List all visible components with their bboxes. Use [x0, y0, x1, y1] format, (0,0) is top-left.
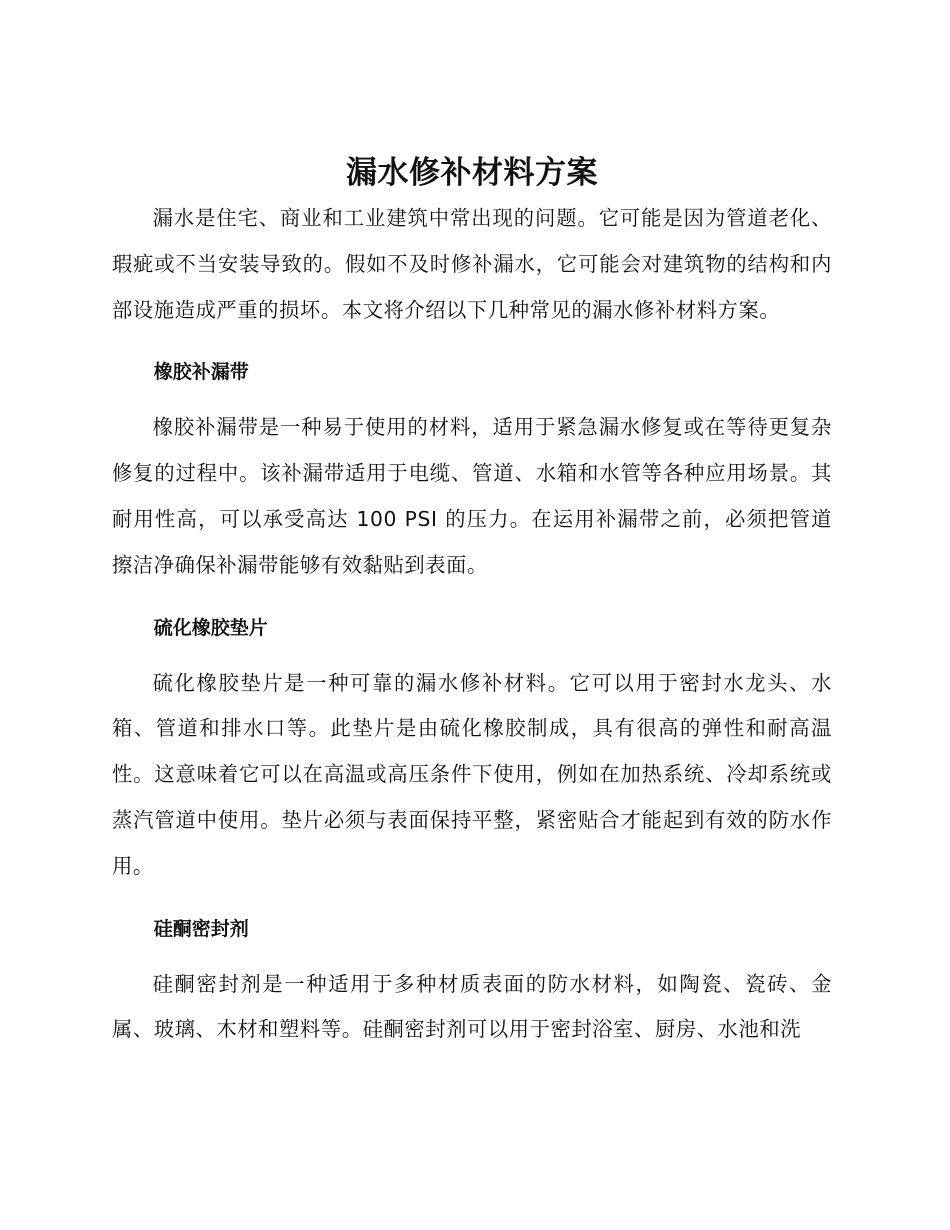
section-body-vulcanized-gasket: 硫化橡胶垫片是一种可靠的漏水修补材料。它可以用于密封水龙头、水箱、管道和排水口等。此垫片是由硫化橡胶制成，具有很高的弹性和耐高温性。这意味着它可以在高温或高压条件下使用，例如在加热系统、冷却系统或蒸汽管道中使用。垫片必须与表面保持平整，紧密贴合才能起到有效的防水作用。 — [112, 670, 832, 878]
section-heading-rubber-tape: 橡胶补漏带 — [153, 361, 249, 384]
spacer — [112, 641, 832, 661]
document-title: 漏水修补材料方案 — [346, 155, 598, 191]
document-page — [112, 150, 832, 1053]
spacer — [112, 333, 832, 359]
spacer — [112, 589, 832, 615]
intro-paragraph: 漏水是住宅、商业和工业建筑中常出现的问题。它可能是因为管道老化、瑕疵或不当安装导致的。假如不及时修补漏水，它可能会对建筑物的结构和内部设施造成严重的损坏。本文将介绍以下几种常见的漏水修补材料方案。 — [112, 206, 832, 322]
section-body-rubber-tape: 橡胶补漏带是一种易于使用的材料，适用于紧急漏水修复或在等待更复杂修复的过程中。该补漏带适用于电缆、管道、水箱和水管等各种应用场景。其耐用性高，可以承受高达 100 PSI 的压力。在运用补漏带之前，必须把管道擦洁净确保补漏带能够有效黏贴到表面。 — [112, 415, 832, 577]
spacer — [112, 385, 832, 405]
section-heading-vulcanized-gasket: 硫化橡胶垫片 — [153, 616, 268, 639]
spacer — [112, 942, 832, 962]
spacer — [112, 890, 832, 916]
section-heading-silicone-sealant: 硅酮密封剂 — [153, 917, 249, 940]
section-body-silicone-sealant: 硅酮密封剂是一种适用于多种材质表面的防水材料，如陶瓷、瓷砖、金属、玻璃、木材和塑料等。硅酮密封剂可以用于密封浴室、厨房、水池和洗 — [112, 971, 832, 1042]
